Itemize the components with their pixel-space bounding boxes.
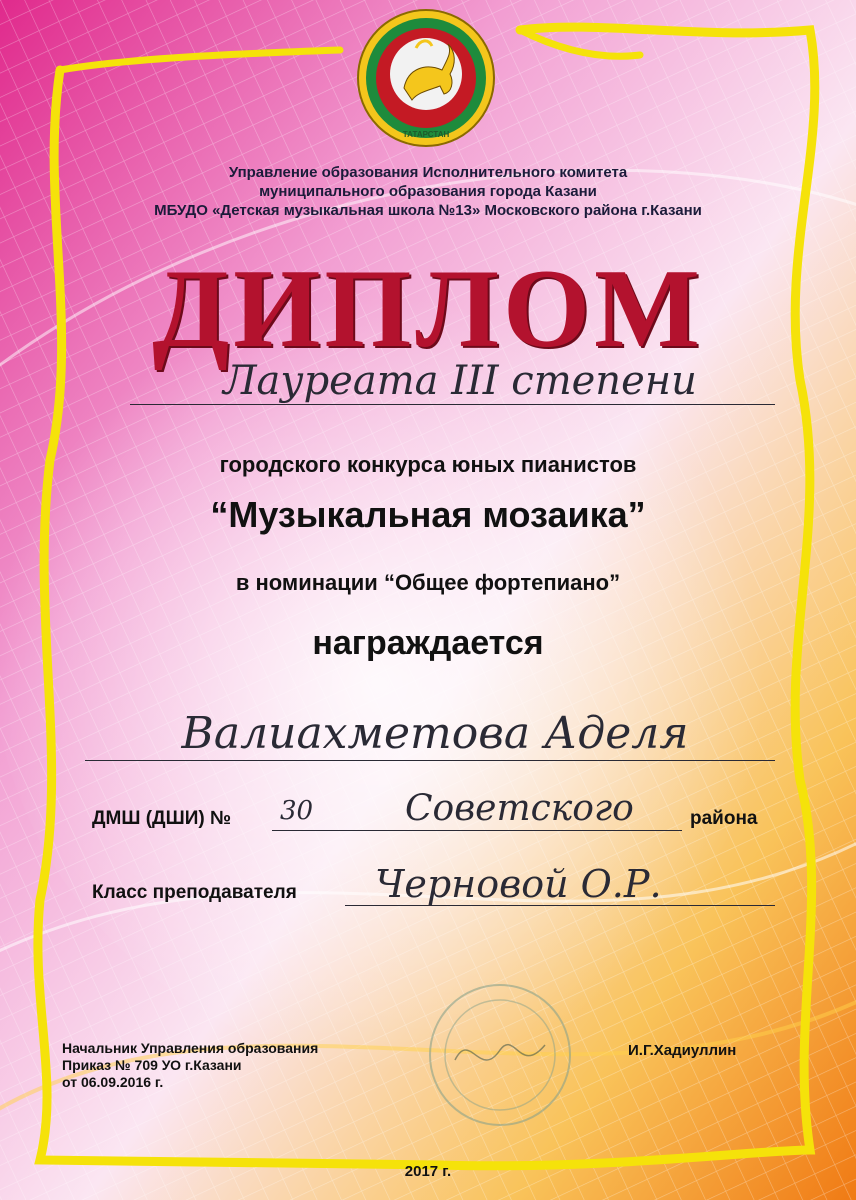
footer-order: Приказ № 709 УО г.Казани [62,1057,242,1073]
emblem-icon [356,8,496,148]
school-label: ДМШ (ДШИ) № [92,808,232,829]
signatory-name: И.Г.Хадиуллин [628,1042,737,1059]
degree-handwritten: Лауреата III степени [223,358,697,404]
awarded-label: награждается [312,624,544,662]
school-underline [272,830,682,831]
recipient-handwritten: Валиахметова Аделя [181,708,689,759]
teacher-handwritten: Черновой О.Р. [375,862,662,906]
degree-underline [130,404,775,405]
header-line-2: муниципального образования города Казани [259,183,597,200]
teacher-underline [345,905,775,906]
footer-left [62,1040,318,1091]
document-title: ДИПЛОМ [152,247,704,371]
emblem-caption: ТАТАРСТАН [402,130,450,139]
teacher-label: Класс преподавателя [92,882,297,903]
header-line-3: МБУДО «Детская музыкальная школа №13» Московского района г.Казани [154,202,702,219]
school-number-handwritten: 30 [280,796,314,826]
issuer-header [0,163,856,220]
competition-name: “Музыкальная мозаика” [210,494,646,535]
district-handwritten: Советского [405,788,634,829]
competition-line: городского конкурса юных пианистов [219,452,637,477]
district-suffix: района [690,808,758,829]
issue-year: 2017 г. [404,1163,452,1180]
tatarstan-emblem [356,8,496,148]
nomination: в номинации “Общее фортепиано” [235,570,621,595]
footer-date: от 06.09.2016 г. [62,1074,164,1090]
header-line-1: Управление образования Исполнительного комитета [228,164,628,181]
recipient-underline [85,760,775,761]
footer-position: Начальник Управления образования [62,1040,319,1056]
